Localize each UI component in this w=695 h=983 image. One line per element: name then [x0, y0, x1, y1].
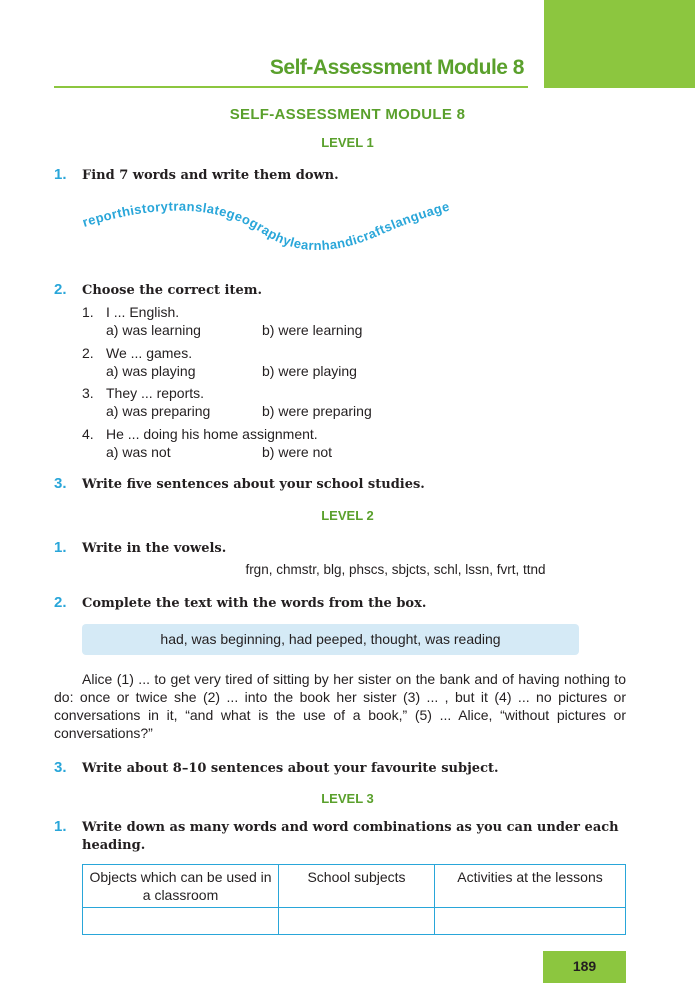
alice-passage: Alice (1) ... to get very tired of sitting by her sister on the bank and of having nothing to do: once or twice she (2) ... into the book her sister (3) ... , but it (4) ... no pictures or conversations in it, “and what is the use of a book,” (5) ... Alice, “without pictures or conversations?” — [54, 671, 626, 741]
table-row — [83, 908, 626, 935]
item-1-option-b: b) were learning — [262, 322, 363, 338]
level-1-label: LEVEL 1 — [321, 135, 374, 150]
item-4-number: 4. — [82, 426, 94, 442]
item-3-option-b: b) were preparing — [262, 403, 372, 419]
l1-task2-number: 2. — [54, 281, 67, 298]
table-header-cell: School subjects — [279, 865, 435, 908]
l1-task1-number: 1. — [54, 166, 67, 183]
table-header-row — [83, 865, 626, 908]
table-header-cell: Activities at the lessons — [435, 865, 626, 908]
word-box: had, was beginning, had peeped, thought, was reading — [82, 624, 579, 655]
page-number: 189 — [543, 951, 626, 983]
vocabulary-table — [82, 864, 626, 935]
l1-task2-instruction: Choose the correct item. — [82, 283, 263, 298]
item-3-stem: They ... reports. — [106, 385, 205, 401]
l1-task1-instruction: Find 7 words and write them down. — [82, 168, 339, 183]
item-3-option-a: a) was preparing — [106, 403, 211, 419]
item-1-number: 1. — [82, 304, 94, 320]
item-4-option-b: b) were not — [262, 444, 333, 460]
table-cell[interactable] — [279, 908, 435, 935]
level-2-label: LEVEL 2 — [321, 508, 374, 523]
item-2-option-b: b) were playing — [262, 363, 357, 379]
word-snake-letters: reporthistorytranslategeographylearnhandicraftslanguage — [80, 198, 452, 254]
l3-task1-number: 1. — [54, 818, 67, 835]
svg-text:reporthistorytranslategeograph — [81, 199, 452, 254]
table-cell[interactable] — [83, 908, 279, 935]
table-header-cell: Objects which can be used in a classroom — [83, 865, 279, 908]
item-1-option-a: a) was learning — [106, 322, 201, 338]
l2-task2-number: 2. — [54, 594, 67, 611]
item-3-number: 3. — [82, 385, 94, 401]
word-snake-puzzle — [70, 185, 510, 265]
item-4-option-a: a) was not — [106, 444, 171, 460]
item-2-number: 2. — [82, 345, 94, 361]
header-green-block — [544, 0, 695, 88]
vowel-words: frgn, chmstr, blg, phscs, sbjcts, schl, lssn, fvrt, ttnd — [245, 562, 546, 577]
module-title: SELF-ASSESSMENT MODULE 8 — [229, 106, 466, 123]
item-4-stem: He ... doing his home assignment. — [106, 426, 318, 442]
header-title: Self-Assessment Module 8 — [269, 56, 524, 79]
header-divider — [54, 86, 528, 88]
l2-task3-number: 3. — [54, 759, 67, 776]
l2-task1-number: 1. — [54, 539, 67, 556]
l2-task3-instruction: Write about 8–10 sentences about your favourite subject. — [82, 761, 499, 776]
item-1-stem: I ... English. — [106, 304, 180, 320]
l2-task2-instruction: Complete the text with the words from the box. — [82, 596, 427, 611]
l2-task1-instruction: Write in the vowels. — [82, 541, 227, 556]
l1-task3-instruction: Write five sentences about your school studies. — [82, 477, 425, 492]
table-cell[interactable] — [435, 908, 626, 935]
l3-task1-instruction-line2: heading. — [82, 838, 146, 853]
item-2-option-a: a) was playing — [106, 363, 196, 379]
item-2-stem: We ... games. — [106, 345, 193, 361]
level-3-label: LEVEL 3 — [321, 791, 374, 806]
l3-task1-instruction-line1: Write down as many words and word combinations as you can under each — [82, 820, 619, 835]
l1-task3-number: 3. — [54, 475, 67, 492]
